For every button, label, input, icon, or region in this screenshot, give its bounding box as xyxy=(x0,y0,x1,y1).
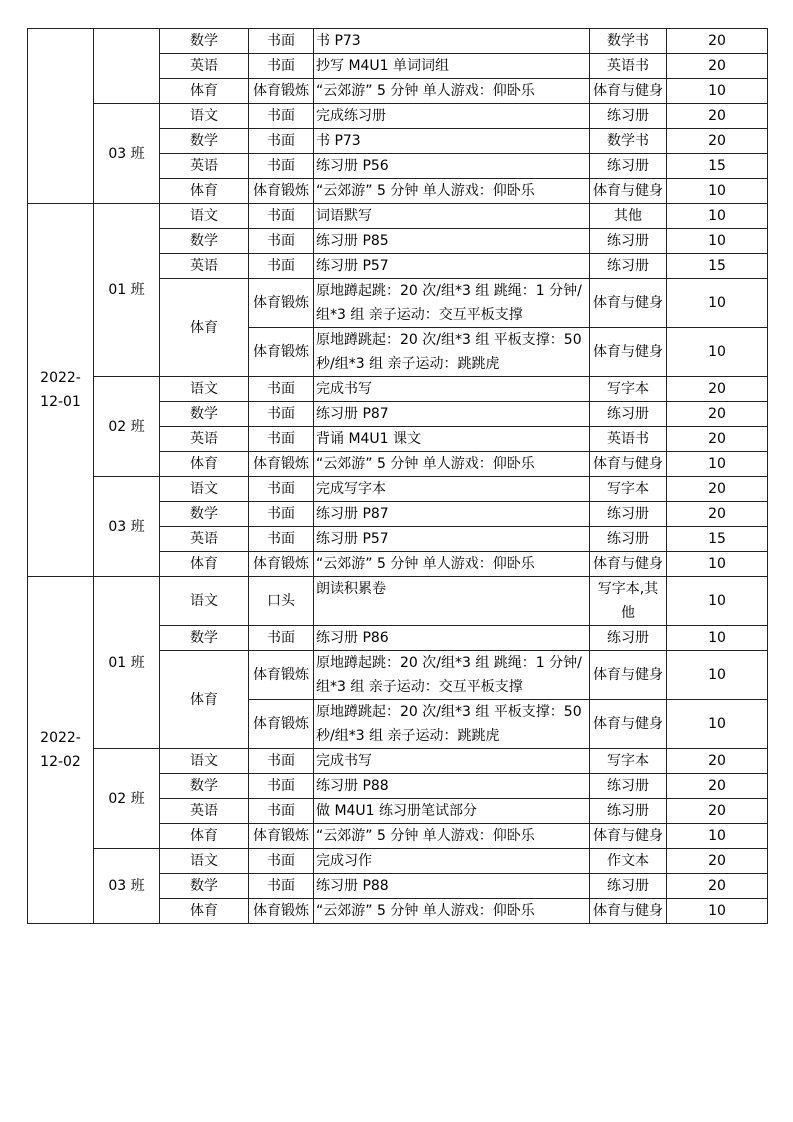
content-cell: 原地蹲跳起：20 次/组*3 组 平板支撑：50 秒/组*3 组 亲子运动：跳跳虎 xyxy=(314,700,590,749)
subject-cell: 英语 xyxy=(160,527,249,552)
minutes-cell: 20 xyxy=(667,54,768,79)
material-cell: 练习册 xyxy=(590,626,667,651)
minutes-cell: 20 xyxy=(667,402,768,427)
type-cell: 体育锻炼 xyxy=(249,452,314,477)
subject-cell: 体育 xyxy=(160,824,249,849)
content-cell: 完成习作 xyxy=(314,849,590,874)
type-cell: 书面 xyxy=(249,874,314,899)
material-cell: 体育与健身 xyxy=(590,179,667,204)
material-cell: 数学书 xyxy=(590,129,667,154)
material-cell: 体育与健身 xyxy=(590,651,667,700)
material-cell: 作文本 xyxy=(590,849,667,874)
subject-cell: 语文 xyxy=(160,204,249,229)
subject-cell: 数学 xyxy=(160,129,249,154)
minutes-cell: 10 xyxy=(667,824,768,849)
minutes-cell: 20 xyxy=(667,749,768,774)
minutes-cell: 10 xyxy=(667,552,768,577)
content-cell: 背诵 M4U1 课文 xyxy=(314,427,590,452)
minutes-cell: 20 xyxy=(667,29,768,54)
subject-cell: 体育 xyxy=(160,79,249,104)
subject-cell: 语文 xyxy=(160,849,249,874)
class-cell: 02 班 xyxy=(94,749,160,849)
class-cell: 03 班 xyxy=(94,849,160,924)
type-cell: 书面 xyxy=(249,749,314,774)
material-cell: 体育与健身 xyxy=(590,328,667,377)
minutes-cell: 15 xyxy=(667,254,768,279)
date-cell: 2022-12-02 xyxy=(28,577,94,924)
material-cell: 练习册 xyxy=(590,527,667,552)
table-row xyxy=(28,104,768,129)
content-cell: “云郊游” 5 分钟 单人游戏：仰卧乐 xyxy=(314,899,590,924)
subject-cell: 语文 xyxy=(160,749,249,774)
material-cell: 练习册 xyxy=(590,229,667,254)
material-cell: 数学书 xyxy=(590,29,667,54)
subject-cell: 数学 xyxy=(160,626,249,651)
content-cell: 抄写 M4U1 单词词组 xyxy=(314,54,590,79)
content-cell: 练习册 P87 xyxy=(314,502,590,527)
type-cell: 书面 xyxy=(249,377,314,402)
material-cell: 体育与健身 xyxy=(590,452,667,477)
type-cell: 书面 xyxy=(249,402,314,427)
minutes-cell: 10 xyxy=(667,899,768,924)
class-cell: 01 班 xyxy=(94,577,160,749)
type-cell: 书面 xyxy=(249,204,314,229)
material-cell: 体育与健身 xyxy=(590,279,667,328)
type-cell: 体育锻炼 xyxy=(249,552,314,577)
table-row xyxy=(28,477,768,502)
subject-cell: 语文 xyxy=(160,577,249,626)
table-row xyxy=(28,577,768,626)
subject-cell: 数学 xyxy=(160,29,249,54)
content-cell: “云郊游” 5 分钟 单人游戏：仰卧乐 xyxy=(314,179,590,204)
minutes-cell: 20 xyxy=(667,799,768,824)
minutes-cell: 10 xyxy=(667,79,768,104)
homework-table xyxy=(27,28,768,924)
content-cell: 练习册 P57 xyxy=(314,254,590,279)
table-row xyxy=(28,377,768,402)
content-cell: 原地蹲起跳：20 次/组*3 组 跳绳：1 分钟/组*3 组 亲子运动：交互平板支撑 xyxy=(314,651,590,700)
minutes-cell: 10 xyxy=(667,279,768,328)
material-cell: 写字本 xyxy=(590,477,667,502)
type-cell: 体育锻炼 xyxy=(249,279,314,328)
subject-cell: 数学 xyxy=(160,402,249,427)
material-cell: 练习册 xyxy=(590,254,667,279)
subject-cell: 数学 xyxy=(160,502,249,527)
minutes-cell: 20 xyxy=(667,502,768,527)
minutes-cell: 10 xyxy=(667,577,768,626)
minutes-cell: 10 xyxy=(667,179,768,204)
subject-cell: 英语 xyxy=(160,154,249,179)
subject-cell: 体育 xyxy=(160,552,249,577)
type-cell: 体育锻炼 xyxy=(249,79,314,104)
material-cell: 练习册 xyxy=(590,799,667,824)
content-cell: 词语默写 xyxy=(314,204,590,229)
content-cell: 练习册 P56 xyxy=(314,154,590,179)
material-cell: 体育与健身 xyxy=(590,899,667,924)
type-cell: 书面 xyxy=(249,626,314,651)
material-cell: 练习册 xyxy=(590,402,667,427)
type-cell: 口头 xyxy=(249,577,314,626)
subject-cell: 数学 xyxy=(160,774,249,799)
date-cell: 2022-12-01 xyxy=(28,204,94,577)
type-cell: 体育锻炼 xyxy=(249,899,314,924)
subject-cell: 数学 xyxy=(160,874,249,899)
type-cell: 书面 xyxy=(249,502,314,527)
class-cell: 03 班 xyxy=(94,104,160,204)
minutes-cell: 20 xyxy=(667,104,768,129)
type-cell: 书面 xyxy=(249,254,314,279)
class-cell: 01 班 xyxy=(94,204,160,377)
class-cell: 02 班 xyxy=(94,377,160,477)
table-row xyxy=(28,849,768,874)
date-cell xyxy=(28,29,94,204)
minutes-cell: 20 xyxy=(667,427,768,452)
minutes-cell: 10 xyxy=(667,700,768,749)
minutes-cell: 20 xyxy=(667,477,768,502)
type-cell: 体育锻炼 xyxy=(249,651,314,700)
type-cell: 书面 xyxy=(249,129,314,154)
subject-cell: 体育 xyxy=(160,279,249,377)
minutes-cell: 15 xyxy=(667,154,768,179)
type-cell: 书面 xyxy=(249,29,314,54)
material-cell: 写字本 xyxy=(590,377,667,402)
minutes-cell: 10 xyxy=(667,651,768,700)
minutes-cell: 20 xyxy=(667,129,768,154)
content-cell: 练习册 P86 xyxy=(314,626,590,651)
type-cell: 书面 xyxy=(249,799,314,824)
content-cell: “云郊游” 5 分钟 单人游戏：仰卧乐 xyxy=(314,552,590,577)
content-cell: 练习册 P87 xyxy=(314,402,590,427)
content-cell: 原地蹲跳起：20 次/组*3 组 平板支撑：50 秒/组*3 组 亲子运动：跳跳虎 xyxy=(314,328,590,377)
content-cell: 完成写字本 xyxy=(314,477,590,502)
class-cell xyxy=(94,29,160,104)
content-cell: 完成练习册 xyxy=(314,104,590,129)
material-cell: 体育与健身 xyxy=(590,79,667,104)
minutes-cell: 10 xyxy=(667,229,768,254)
subject-cell: 英语 xyxy=(160,427,249,452)
subject-cell: 体育 xyxy=(160,899,249,924)
type-cell: 书面 xyxy=(249,477,314,502)
material-cell: 练习册 xyxy=(590,502,667,527)
material-cell: 英语书 xyxy=(590,54,667,79)
material-cell: 其他 xyxy=(590,204,667,229)
minutes-cell: 20 xyxy=(667,377,768,402)
type-cell: 书面 xyxy=(249,849,314,874)
content-cell: 朗读积累卷 xyxy=(314,577,590,626)
type-cell: 书面 xyxy=(249,427,314,452)
minutes-cell: 10 xyxy=(667,204,768,229)
type-cell: 体育锻炼 xyxy=(249,328,314,377)
table-row xyxy=(28,749,768,774)
minutes-cell: 20 xyxy=(667,849,768,874)
content-cell: “云郊游” 5 分钟 单人游戏：仰卧乐 xyxy=(314,452,590,477)
table-row xyxy=(28,204,768,229)
class-cell: 03 班 xyxy=(94,477,160,577)
subject-cell: 体育 xyxy=(160,651,249,749)
content-cell: “云郊游” 5 分钟 单人游戏：仰卧乐 xyxy=(314,824,590,849)
content-cell: 书 P73 xyxy=(314,129,590,154)
material-cell: 写字本,其他 xyxy=(590,577,667,626)
type-cell: 书面 xyxy=(249,527,314,552)
subject-cell: 体育 xyxy=(160,452,249,477)
subject-cell: 英语 xyxy=(160,799,249,824)
material-cell: 练习册 xyxy=(590,774,667,799)
content-cell: 练习册 P88 xyxy=(314,774,590,799)
content-cell: 练习册 P88 xyxy=(314,874,590,899)
type-cell: 书面 xyxy=(249,154,314,179)
type-cell: 书面 xyxy=(249,229,314,254)
minutes-cell: 10 xyxy=(667,328,768,377)
minutes-cell: 20 xyxy=(667,774,768,799)
subject-cell: 语文 xyxy=(160,377,249,402)
minutes-cell: 10 xyxy=(667,452,768,477)
material-cell: 体育与健身 xyxy=(590,552,667,577)
content-cell: 完成书写 xyxy=(314,377,590,402)
content-cell: 书 P73 xyxy=(314,29,590,54)
type-cell: 书面 xyxy=(249,104,314,129)
table-row xyxy=(28,29,768,54)
content-cell: “云郊游” 5 分钟 单人游戏：仰卧乐 xyxy=(314,79,590,104)
content-cell: 练习册 P85 xyxy=(314,229,590,254)
subject-cell: 语文 xyxy=(160,477,249,502)
subject-cell: 数学 xyxy=(160,229,249,254)
material-cell: 练习册 xyxy=(590,104,667,129)
type-cell: 体育锻炼 xyxy=(249,824,314,849)
material-cell: 练习册 xyxy=(590,154,667,179)
content-cell: 做 M4U1 练习册笔试部分 xyxy=(314,799,590,824)
type-cell: 体育锻炼 xyxy=(249,179,314,204)
content-cell: 练习册 P57 xyxy=(314,527,590,552)
material-cell: 写字本 xyxy=(590,749,667,774)
type-cell: 体育锻炼 xyxy=(249,700,314,749)
minutes-cell: 10 xyxy=(667,626,768,651)
subject-cell: 体育 xyxy=(160,179,249,204)
type-cell: 书面 xyxy=(249,54,314,79)
minutes-cell: 20 xyxy=(667,874,768,899)
type-cell: 书面 xyxy=(249,774,314,799)
content-cell: 完成书写 xyxy=(314,749,590,774)
material-cell: 体育与健身 xyxy=(590,824,667,849)
material-cell: 英语书 xyxy=(590,427,667,452)
subject-cell: 英语 xyxy=(160,254,249,279)
material-cell: 练习册 xyxy=(590,874,667,899)
subject-cell: 英语 xyxy=(160,54,249,79)
subject-cell: 语文 xyxy=(160,104,249,129)
minutes-cell: 15 xyxy=(667,527,768,552)
material-cell: 体育与健身 xyxy=(590,700,667,749)
content-cell: 原地蹲起跳：20 次/组*3 组 跳绳：1 分钟/组*3 组 亲子运动：交互平板支撑 xyxy=(314,279,590,328)
